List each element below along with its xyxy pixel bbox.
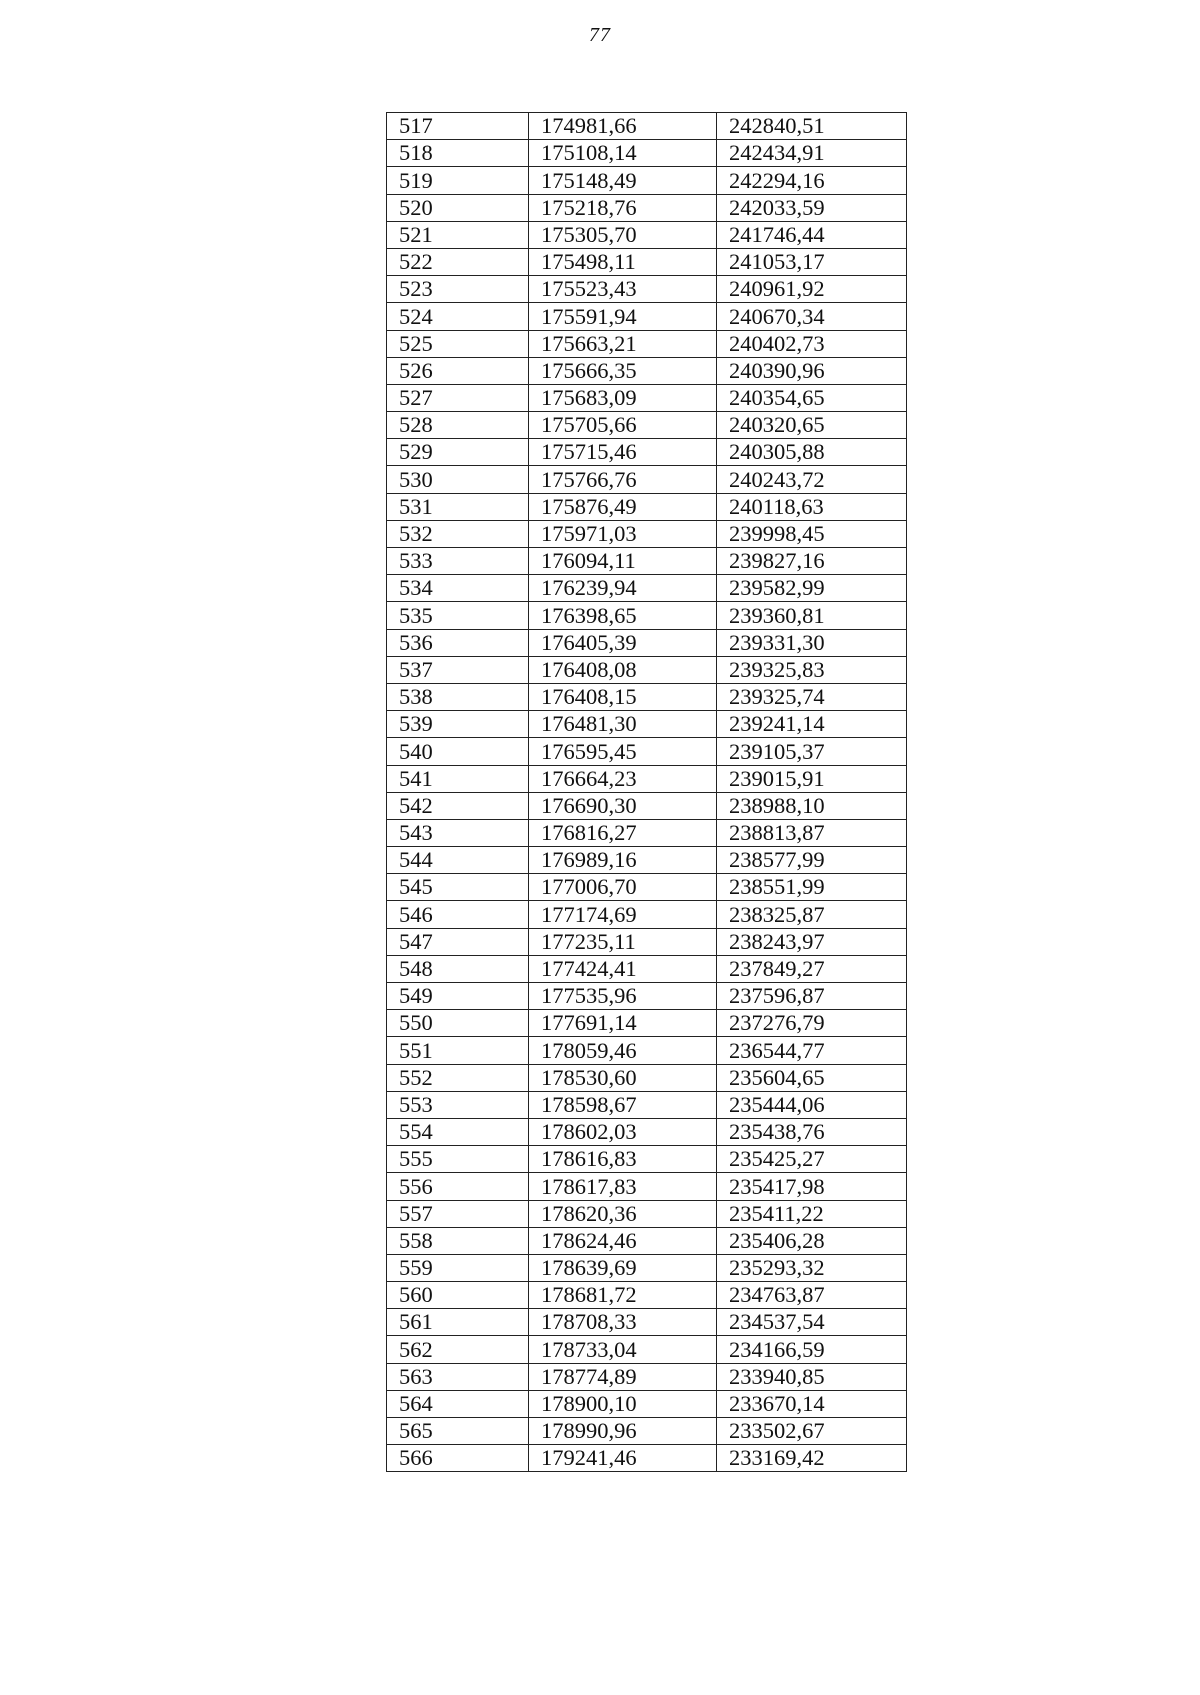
coordinates-table-body bbox=[387, 113, 907, 1472]
table-row bbox=[387, 412, 907, 439]
x-coordinate-cell: 176816,27 bbox=[529, 819, 717, 846]
table-row bbox=[387, 520, 907, 547]
x-coordinate-cell: 176094,11 bbox=[529, 548, 717, 575]
x-coordinate-cell: 176408,08 bbox=[529, 656, 717, 683]
table-row bbox=[387, 819, 907, 846]
table-row bbox=[387, 901, 907, 928]
point-number-cell: 537 bbox=[387, 656, 529, 683]
table-row bbox=[387, 711, 907, 738]
y-coordinate-cell: 238577,99 bbox=[717, 847, 907, 874]
table-row bbox=[387, 140, 907, 167]
point-number-cell: 519 bbox=[387, 167, 529, 194]
point-number-cell: 531 bbox=[387, 493, 529, 520]
y-coordinate-cell: 234166,59 bbox=[717, 1336, 907, 1363]
x-coordinate-cell: 175715,46 bbox=[529, 439, 717, 466]
point-number-cell: 529 bbox=[387, 439, 529, 466]
x-coordinate-cell: 178598,67 bbox=[529, 1091, 717, 1118]
x-coordinate-cell: 177006,70 bbox=[529, 874, 717, 901]
y-coordinate-cell: 240354,65 bbox=[717, 384, 907, 411]
y-coordinate-cell: 238243,97 bbox=[717, 928, 907, 955]
y-coordinate-cell: 239331,30 bbox=[717, 629, 907, 656]
point-number-cell: 520 bbox=[387, 194, 529, 221]
point-number-cell: 522 bbox=[387, 248, 529, 275]
y-coordinate-cell: 239325,83 bbox=[717, 656, 907, 683]
point-number-cell: 551 bbox=[387, 1037, 529, 1064]
table-row bbox=[387, 683, 907, 710]
y-coordinate-cell: 240118,63 bbox=[717, 493, 907, 520]
point-number-cell: 547 bbox=[387, 928, 529, 955]
y-coordinate-cell: 235406,28 bbox=[717, 1227, 907, 1254]
x-coordinate-cell: 178617,83 bbox=[529, 1173, 717, 1200]
x-coordinate-cell: 177535,96 bbox=[529, 983, 717, 1010]
y-coordinate-cell: 239998,45 bbox=[717, 520, 907, 547]
table-row bbox=[387, 847, 907, 874]
table-row bbox=[387, 493, 907, 520]
x-coordinate-cell: 178681,72 bbox=[529, 1282, 717, 1309]
y-coordinate-cell: 240670,34 bbox=[717, 303, 907, 330]
x-coordinate-cell: 174981,66 bbox=[529, 113, 717, 140]
y-coordinate-cell: 242840,51 bbox=[717, 113, 907, 140]
point-number-cell: 563 bbox=[387, 1363, 529, 1390]
y-coordinate-cell: 238325,87 bbox=[717, 901, 907, 928]
x-coordinate-cell: 175766,76 bbox=[529, 466, 717, 493]
y-coordinate-cell: 240961,92 bbox=[717, 276, 907, 303]
point-number-cell: 550 bbox=[387, 1010, 529, 1037]
point-number-cell: 533 bbox=[387, 548, 529, 575]
x-coordinate-cell: 175108,14 bbox=[529, 140, 717, 167]
x-coordinate-cell: 177424,41 bbox=[529, 955, 717, 982]
x-coordinate-cell: 176481,30 bbox=[529, 711, 717, 738]
point-number-cell: 539 bbox=[387, 711, 529, 738]
point-number-cell: 542 bbox=[387, 792, 529, 819]
point-number-cell: 545 bbox=[387, 874, 529, 901]
table-row bbox=[387, 194, 907, 221]
x-coordinate-cell: 179241,46 bbox=[529, 1445, 717, 1472]
x-coordinate-cell: 178708,33 bbox=[529, 1309, 717, 1336]
point-number-cell: 559 bbox=[387, 1254, 529, 1281]
x-coordinate-cell: 176239,94 bbox=[529, 575, 717, 602]
table-row bbox=[387, 1336, 907, 1363]
table-row bbox=[387, 439, 907, 466]
table-row bbox=[387, 357, 907, 384]
table-row bbox=[387, 221, 907, 248]
y-coordinate-cell: 236544,77 bbox=[717, 1037, 907, 1064]
table-row bbox=[387, 276, 907, 303]
point-number-cell: 561 bbox=[387, 1309, 529, 1336]
x-coordinate-cell: 178900,10 bbox=[529, 1390, 717, 1417]
point-number-cell: 554 bbox=[387, 1118, 529, 1145]
x-coordinate-cell: 176664,23 bbox=[529, 765, 717, 792]
y-coordinate-cell: 235444,06 bbox=[717, 1091, 907, 1118]
x-coordinate-cell: 176690,30 bbox=[529, 792, 717, 819]
x-coordinate-cell: 177235,11 bbox=[529, 928, 717, 955]
table-row bbox=[387, 1227, 907, 1254]
x-coordinate-cell: 175705,66 bbox=[529, 412, 717, 439]
table-row bbox=[387, 874, 907, 901]
y-coordinate-cell: 237276,79 bbox=[717, 1010, 907, 1037]
y-coordinate-cell: 241746,44 bbox=[717, 221, 907, 248]
table-row bbox=[387, 1445, 907, 1472]
table-row bbox=[387, 629, 907, 656]
point-number-cell: 556 bbox=[387, 1173, 529, 1200]
table-row bbox=[387, 248, 907, 275]
point-number-cell: 530 bbox=[387, 466, 529, 493]
table-row bbox=[387, 983, 907, 1010]
table-row bbox=[387, 1282, 907, 1309]
y-coordinate-cell: 235411,22 bbox=[717, 1200, 907, 1227]
table-row bbox=[387, 466, 907, 493]
point-number-cell: 546 bbox=[387, 901, 529, 928]
point-number-cell: 524 bbox=[387, 303, 529, 330]
point-number-cell: 540 bbox=[387, 738, 529, 765]
table-row bbox=[387, 167, 907, 194]
point-number-cell: 541 bbox=[387, 765, 529, 792]
x-coordinate-cell: 178624,46 bbox=[529, 1227, 717, 1254]
x-coordinate-cell: 178620,36 bbox=[529, 1200, 717, 1227]
point-number-cell: 523 bbox=[387, 276, 529, 303]
table-row bbox=[387, 1418, 907, 1445]
y-coordinate-cell: 238813,87 bbox=[717, 819, 907, 846]
point-number-cell: 549 bbox=[387, 983, 529, 1010]
point-number-cell: 566 bbox=[387, 1445, 529, 1472]
table-row bbox=[387, 928, 907, 955]
table-row bbox=[387, 1064, 907, 1091]
table-row bbox=[387, 738, 907, 765]
x-coordinate-cell: 175876,49 bbox=[529, 493, 717, 520]
y-coordinate-cell: 239360,81 bbox=[717, 602, 907, 629]
y-coordinate-cell: 235417,98 bbox=[717, 1173, 907, 1200]
x-coordinate-cell: 177691,14 bbox=[529, 1010, 717, 1037]
point-number-cell: 536 bbox=[387, 629, 529, 656]
x-coordinate-cell: 178530,60 bbox=[529, 1064, 717, 1091]
x-coordinate-cell: 175971,03 bbox=[529, 520, 717, 547]
y-coordinate-cell: 240305,88 bbox=[717, 439, 907, 466]
table-row bbox=[387, 1254, 907, 1281]
table-row bbox=[387, 765, 907, 792]
y-coordinate-cell: 233502,67 bbox=[717, 1418, 907, 1445]
x-coordinate-cell: 178602,03 bbox=[529, 1118, 717, 1145]
point-number-cell: 558 bbox=[387, 1227, 529, 1254]
table-row bbox=[387, 1010, 907, 1037]
y-coordinate-cell: 235293,32 bbox=[717, 1254, 907, 1281]
x-coordinate-cell: 175523,43 bbox=[529, 276, 717, 303]
point-number-cell: 548 bbox=[387, 955, 529, 982]
point-number-cell: 525 bbox=[387, 330, 529, 357]
x-coordinate-cell: 178733,04 bbox=[529, 1336, 717, 1363]
point-number-cell: 543 bbox=[387, 819, 529, 846]
point-number-cell: 528 bbox=[387, 412, 529, 439]
x-coordinate-cell: 178639,69 bbox=[529, 1254, 717, 1281]
y-coordinate-cell: 234763,87 bbox=[717, 1282, 907, 1309]
y-coordinate-cell: 242434,91 bbox=[717, 140, 907, 167]
table-row bbox=[387, 1309, 907, 1336]
table-row bbox=[387, 330, 907, 357]
x-coordinate-cell: 178990,96 bbox=[529, 1418, 717, 1445]
point-number-cell: 553 bbox=[387, 1091, 529, 1118]
x-coordinate-cell: 176595,45 bbox=[529, 738, 717, 765]
table-row bbox=[387, 575, 907, 602]
page-number: 77 bbox=[589, 24, 611, 46]
x-coordinate-cell: 177174,69 bbox=[529, 901, 717, 928]
point-number-cell: 521 bbox=[387, 221, 529, 248]
table-row bbox=[387, 656, 907, 683]
table-row bbox=[387, 113, 907, 140]
x-coordinate-cell: 178774,89 bbox=[529, 1363, 717, 1390]
point-number-cell: 538 bbox=[387, 683, 529, 710]
y-coordinate-cell: 240402,73 bbox=[717, 330, 907, 357]
y-coordinate-cell: 240243,72 bbox=[717, 466, 907, 493]
y-coordinate-cell: 237849,27 bbox=[717, 955, 907, 982]
table-row bbox=[387, 384, 907, 411]
y-coordinate-cell: 237596,87 bbox=[717, 983, 907, 1010]
table-row bbox=[387, 1200, 907, 1227]
y-coordinate-cell: 233670,14 bbox=[717, 1390, 907, 1417]
y-coordinate-cell: 239015,91 bbox=[717, 765, 907, 792]
x-coordinate-cell: 175591,94 bbox=[529, 303, 717, 330]
y-coordinate-cell: 240320,65 bbox=[717, 412, 907, 439]
y-coordinate-cell: 234537,54 bbox=[717, 1309, 907, 1336]
x-coordinate-cell: 178059,46 bbox=[529, 1037, 717, 1064]
point-number-cell: 527 bbox=[387, 384, 529, 411]
x-coordinate-cell: 175683,09 bbox=[529, 384, 717, 411]
table-row bbox=[387, 792, 907, 819]
point-number-cell: 526 bbox=[387, 357, 529, 384]
y-coordinate-cell: 235425,27 bbox=[717, 1146, 907, 1173]
x-coordinate-cell: 175148,49 bbox=[529, 167, 717, 194]
table-row bbox=[387, 1091, 907, 1118]
y-coordinate-cell: 233940,85 bbox=[717, 1363, 907, 1390]
table-row bbox=[387, 1363, 907, 1390]
point-number-cell: 557 bbox=[387, 1200, 529, 1227]
y-coordinate-cell: 239325,74 bbox=[717, 683, 907, 710]
table-row bbox=[387, 548, 907, 575]
y-coordinate-cell: 239582,99 bbox=[717, 575, 907, 602]
point-number-cell: 517 bbox=[387, 113, 529, 140]
x-coordinate-cell: 176408,15 bbox=[529, 683, 717, 710]
table-row bbox=[387, 1118, 907, 1145]
table-row bbox=[387, 1037, 907, 1064]
x-coordinate-cell: 175666,35 bbox=[529, 357, 717, 384]
y-coordinate-cell: 235438,76 bbox=[717, 1118, 907, 1145]
point-number-cell: 565 bbox=[387, 1418, 529, 1445]
x-coordinate-cell: 176405,39 bbox=[529, 629, 717, 656]
table-row bbox=[387, 303, 907, 330]
y-coordinate-cell: 238988,10 bbox=[717, 792, 907, 819]
point-number-cell: 544 bbox=[387, 847, 529, 874]
y-coordinate-cell: 233169,42 bbox=[717, 1445, 907, 1472]
y-coordinate-cell: 242294,16 bbox=[717, 167, 907, 194]
coordinates-table bbox=[386, 112, 907, 1472]
point-number-cell: 552 bbox=[387, 1064, 529, 1091]
y-coordinate-cell: 235604,65 bbox=[717, 1064, 907, 1091]
point-number-cell: 560 bbox=[387, 1282, 529, 1309]
y-coordinate-cell: 241053,17 bbox=[717, 248, 907, 275]
table-row bbox=[387, 955, 907, 982]
table-row bbox=[387, 1390, 907, 1417]
y-coordinate-cell: 239105,37 bbox=[717, 738, 907, 765]
x-coordinate-cell: 175498,11 bbox=[529, 248, 717, 275]
x-coordinate-cell: 178616,83 bbox=[529, 1146, 717, 1173]
y-coordinate-cell: 239827,16 bbox=[717, 548, 907, 575]
x-coordinate-cell: 175218,76 bbox=[529, 194, 717, 221]
point-number-cell: 532 bbox=[387, 520, 529, 547]
point-number-cell: 534 bbox=[387, 575, 529, 602]
y-coordinate-cell: 238551,99 bbox=[717, 874, 907, 901]
table-row bbox=[387, 602, 907, 629]
point-number-cell: 564 bbox=[387, 1390, 529, 1417]
point-number-cell: 555 bbox=[387, 1146, 529, 1173]
y-coordinate-cell: 239241,14 bbox=[717, 711, 907, 738]
point-number-cell: 518 bbox=[387, 140, 529, 167]
point-number-cell: 535 bbox=[387, 602, 529, 629]
x-coordinate-cell: 176989,16 bbox=[529, 847, 717, 874]
x-coordinate-cell: 176398,65 bbox=[529, 602, 717, 629]
x-coordinate-cell: 175305,70 bbox=[529, 221, 717, 248]
point-number-cell: 562 bbox=[387, 1336, 529, 1363]
table-row bbox=[387, 1173, 907, 1200]
y-coordinate-cell: 242033,59 bbox=[717, 194, 907, 221]
x-coordinate-cell: 175663,21 bbox=[529, 330, 717, 357]
table-row bbox=[387, 1146, 907, 1173]
y-coordinate-cell: 240390,96 bbox=[717, 357, 907, 384]
